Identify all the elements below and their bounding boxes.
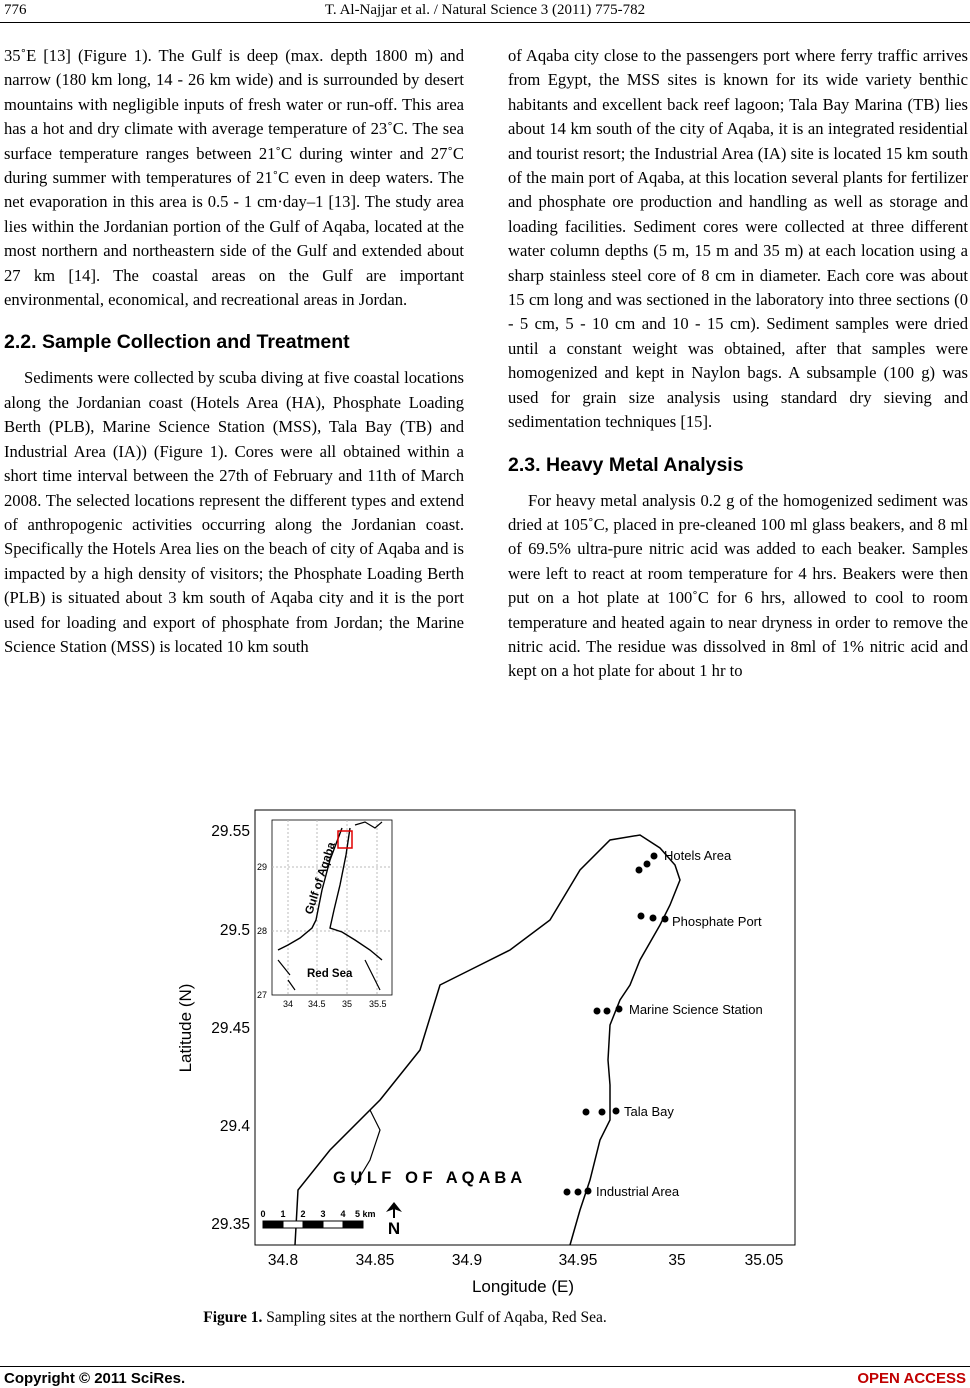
north-label: N bbox=[387, 1219, 401, 1238]
y-tick-label: 29.35 bbox=[211, 1216, 250, 1233]
page-number: 776 bbox=[4, 2, 27, 18]
page-header bbox=[0, 0, 970, 23]
site-point bbox=[616, 1006, 623, 1013]
section-heading: 2.2. Sample Collection and Treatment bbox=[4, 331, 350, 354]
y-tick-label: 29.4 bbox=[219, 1118, 250, 1135]
copyright-text: Copyright © 2011 SciRes. bbox=[4, 1370, 186, 1387]
site-point bbox=[585, 1188, 592, 1195]
site-point bbox=[644, 861, 651, 868]
scale-number: 0 bbox=[260, 1209, 266, 1219]
site-label: Marine Science Station bbox=[629, 1002, 763, 1017]
inset-x-tick-label: 34 bbox=[283, 999, 294, 1009]
site-point bbox=[594, 1008, 601, 1015]
running-head: T. Al-Najjar et al. / Natural Science 3 (2011) 775-782 bbox=[324, 2, 646, 18]
site-point bbox=[583, 1109, 590, 1116]
inset-x-tick-label: 35 bbox=[342, 999, 353, 1009]
scale-number: 5 km bbox=[355, 1209, 376, 1219]
y-tick-label: 29.55 bbox=[211, 823, 250, 840]
inset-gulf-label: Gulf of Aqaba bbox=[303, 840, 339, 916]
inset-sea-label: Red Sea bbox=[307, 968, 353, 980]
scale-number: 4 bbox=[340, 1209, 346, 1219]
site-point bbox=[604, 1008, 611, 1015]
site-point bbox=[613, 1108, 620, 1115]
inset-x-tick-label: 34.5 bbox=[308, 999, 326, 1009]
site-point bbox=[650, 915, 657, 922]
site-label: Tala Bay bbox=[624, 1104, 674, 1119]
site-label: Hotels Area bbox=[664, 848, 732, 863]
inset-x-tick-label: 35.5 bbox=[369, 999, 387, 1009]
inset-y-tick-label: 28 bbox=[257, 926, 268, 936]
gulf-label: G U L F O F A Q A B A bbox=[333, 1169, 523, 1187]
figure-caption bbox=[0, 1309, 810, 1327]
paragraph: 35˚E [13] (Figure 1). The Gulf is deep (max. depth 1800 m) and narrow (180 km long, 14 - 26 km wide) and is surrounded by desert mountains with negligible inputs of fresh water or run-off. This area has a hot and dry climate with average temperature of 23˚C. The sea surface temperature ranges between 21˚C during winter and 27˚C during summer with temperatures of 21˚C even in deep waters. The net evaporation in this area is 0.5 - 1 cm·day–1 [13]. The study area lies within the Jordanian portion of the Gulf of Aqaba, located at the most northern and northeastern side of the Gulf and extended about 27 km [14]. The coastal areas on the Gulf are important environmental, economical, and recreational areas in Jordan. bbox=[4, 46, 464, 310]
scale-bar-segment bbox=[303, 1221, 323, 1228]
scale-bar-segment bbox=[283, 1221, 303, 1228]
x-tick-label: 34.85 bbox=[355, 1252, 395, 1269]
scale-bar-segment bbox=[343, 1221, 363, 1228]
x-axis-label: Longitude (E) bbox=[471, 1277, 575, 1296]
y-tick-label: 29.45 bbox=[211, 1020, 250, 1037]
site-label: Phosphate Port bbox=[672, 914, 762, 929]
scale-number: 2 bbox=[300, 1209, 306, 1219]
paragraph: of Aqaba city close to the passengers port where ferry traffic arrives from Egypt, the MSS sites is known for its wide variety benthic habitants and excellent back reef lagoon; Tala Bay Marina (TB) lies about 14 km south of the city of Aqaba, it is an integrated residential and tourist resort; the Industrial Area (IA) site is located 15 km south of the main port of Aqaba, at this location several plants for fertilizer and phosphate ore production and handling as well as storage and loading facilities. Sediment cores were collected at three different water column depths (5 m, 15 m and 35 m) at each location using a sharp stainless steel core of 8 cm in diameter. Each core was about 15 cm long and was sectioned in the laboratory into three sections (0 - 5 cm, 5 - 10 cm and 10 - 15 cm). Sediment samples were dried until a constant weight was obtained, after that samples were homogenized and kept in Naylon bags. A subsample (100 g) was used for grain size analysis using standard dry sieving and sedimentation techniques [15]. bbox=[508, 46, 968, 432]
inset-y-tick-label: 29 bbox=[257, 862, 268, 872]
paragraph: For heavy metal analysis 0.2 g of the homogenized sediment was dried at 105˚C, placed in pre-cleaned 100 ml glass beakers, and 8 ml of 69.5% ultra-pure nitric acid was added to each beaker. Samples were left to react at room temperature for 4 hrs. Beakers were then put on a hot plate at 100˚C for 6 hrs, allowed to cool to room temperature and heated again to near dryness in order to remove the nitric acid. The residue was dissolved in 8ml of 1% nitric acid and kept on a hot plate for about 1 hr to bbox=[508, 490, 968, 681]
site-point bbox=[575, 1189, 582, 1196]
caption-text: Sampling sites at the northern Gulf of Aqaba, Red Sea. bbox=[262, 1309, 607, 1326]
x-tick-label: 35 bbox=[668, 1252, 686, 1269]
x-tick-label: 34.95 bbox=[558, 1252, 598, 1269]
section-heading: 2.3. Heavy Metal Analysis bbox=[508, 453, 744, 476]
scale-number: 3 bbox=[320, 1209, 326, 1219]
site-point bbox=[651, 853, 658, 860]
site-point bbox=[636, 867, 643, 874]
site-point bbox=[564, 1189, 571, 1196]
page-footer bbox=[0, 1366, 970, 1387]
x-tick-label: 35.05 bbox=[744, 1252, 784, 1269]
x-tick-label: 34.8 bbox=[267, 1252, 299, 1269]
y-tick-label: 29.5 bbox=[219, 922, 250, 939]
x-tick-label: 34.9 bbox=[451, 1252, 483, 1269]
inset-map bbox=[257, 820, 392, 1009]
scale-bar-segment bbox=[323, 1221, 343, 1228]
right-column bbox=[508, 44, 968, 684]
left-column bbox=[4, 44, 464, 659]
open-access-badge: OPEN ACCESS bbox=[857, 1370, 966, 1387]
paragraph: Sediments were collected by scuba diving at five coastal locations along the Jordanian coast (Hotels Area (HA), Phosphate Loading Berth (PLB), Marine Science Station (MSS), Tala Bay (TB) and Industrial Area (IA)) (Figure 1). Cores were all obtained within a short time interval between the 27th of February and 11th of March 2008. The selected locations represent the different types and extend of anthropogenic activities occurring along the Jordanian coast. Specifically the Hotels Area lies on the beach of city of Aqaba and is impacted by a high density of visitors; the Phosphate Loading Berth (PLB) is situated about 3 km south of Aqaba city and it is the port used for loading and export of phosphate from Jordan; the Marine Science Station (MSS) is located 10 km south bbox=[4, 368, 464, 656]
caption-label: Figure 1. bbox=[203, 1309, 263, 1326]
scale-bar-segment bbox=[263, 1221, 283, 1228]
y-axis-label: Latitude (N) bbox=[176, 983, 195, 1073]
scale-number: 1 bbox=[280, 1209, 286, 1219]
site-label: Industrial Area bbox=[596, 1184, 680, 1199]
study-area-map bbox=[170, 800, 810, 1300]
site-point bbox=[662, 916, 669, 923]
site-point bbox=[599, 1109, 606, 1116]
site-point bbox=[638, 913, 645, 920]
inset-y-tick-label: 27 bbox=[257, 990, 268, 1000]
